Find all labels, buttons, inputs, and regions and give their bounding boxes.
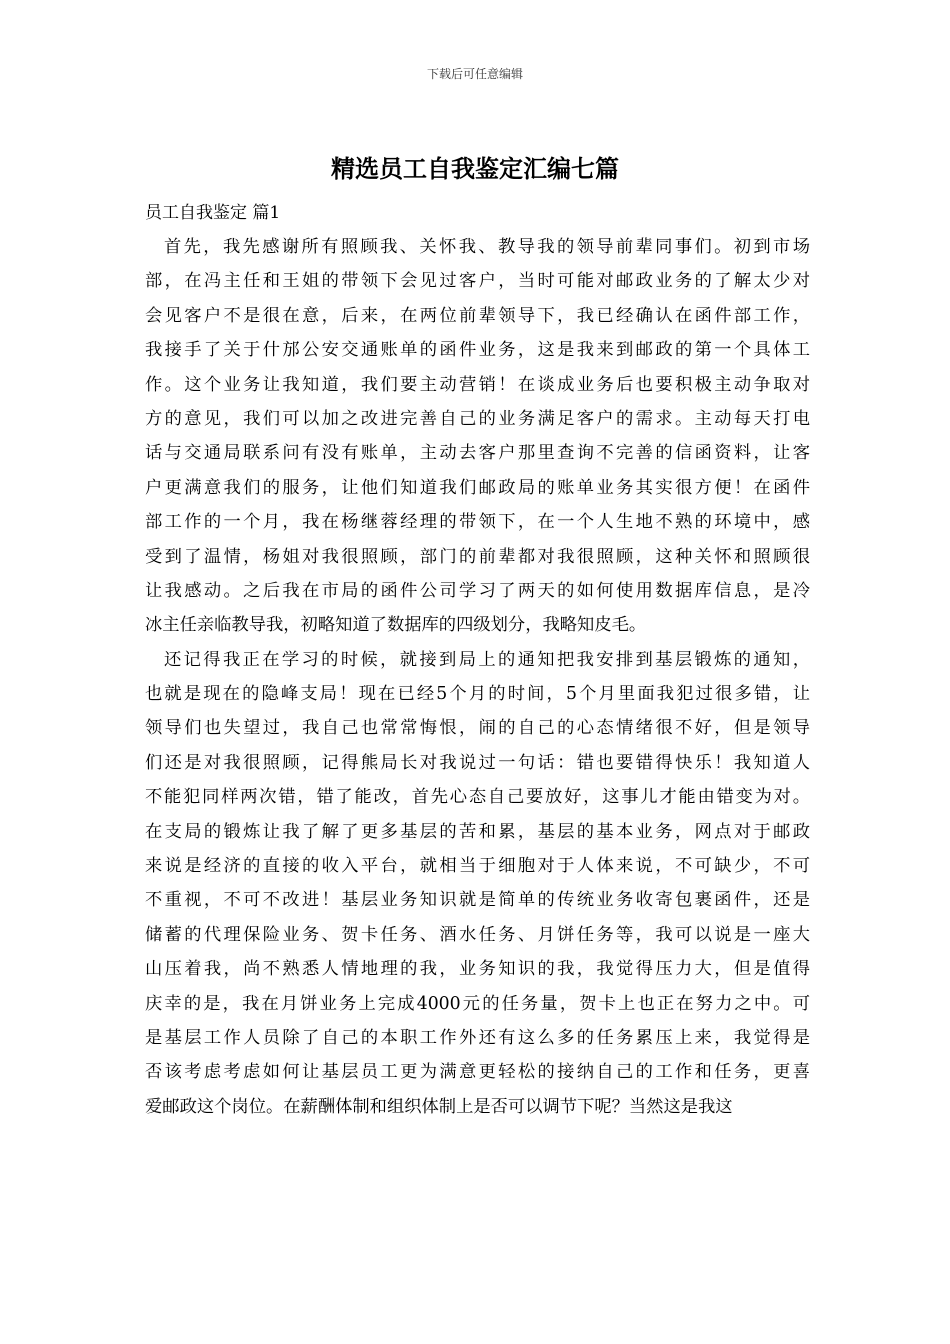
document-body [145, 196, 810, 1124]
body-paragraph [145, 230, 810, 643]
paragraph-line: 们还是对我很照顾，记得熊局长对我说过一句话：错也要错得快乐！我知道人 [145, 752, 810, 773]
paragraph-line: 否该考虑考虑如何让基层员工更为满意更轻松的接纳自己的工作和任务，更喜 [145, 1062, 810, 1083]
paragraph-line: 部工作的一个月，我在杨继蓉经理的带领下，在一个人生地不熟的环境中，感 [145, 512, 810, 533]
paragraph-line: 户更满意我们的服务，让他们知道我们邮政局的账单业务其实很方便！在函件 [145, 477, 810, 498]
paragraph-line: 不能犯同样两次错，错了能改，首先心态自己要放好，这事儿才能由错变为对。 [145, 787, 810, 808]
paragraph-line: 还记得我正在学习的时候，就接到局上的通知把我安排到基层锻炼的通知， [164, 649, 810, 670]
paragraph-line: 我接手了关于什邡公安交通账单的函件业务，这是我来到邮政的第一个具体工 [145, 340, 810, 361]
paragraph-line: 会见客户不是很在意，后来，在两位前辈领导下，我已经确认在函件部工作， [145, 305, 810, 326]
paragraph-line: 爱邮政这个岗位。在薪酬体制和组织体制上是否可以调节下呢？当然这是我这 [145, 1096, 733, 1117]
paragraph-line: 部，在冯主任和王姐的带领下会见过客户，当时可能对邮政业务的了解太少对 [145, 271, 810, 292]
paragraph-line: 来说是经济的直接的收入平台，就相当于细胞对于人体来说，不可缺少，不可 [145, 856, 810, 877]
paragraph-line: 庆幸的是，我在月饼业务上完成4000元的任务量，贺卡上也正在努力之中。可 [145, 993, 810, 1014]
paragraph-line: 在支局的锻炼让我了解了更多基层的苦和累，基层的基本业务，网点对于邮政 [145, 821, 810, 842]
paragraph-line: 领导们也失望过，我自己也常常悔恨，闹的自己的心态情绪很不好，但是领导 [145, 718, 810, 739]
paragraph-line: 首先，我先感谢所有照顾我、关怀我、教导我的领导前辈同事们。初到市场 [164, 237, 810, 257]
page-header-note: 下载后可任意编辑 [426, 67, 523, 81]
paragraph-list [145, 230, 810, 1124]
paragraph-line: 山压着我，尚不熟悉人情地理的我，业务知识的我，我觉得压力大，但是值得 [145, 959, 810, 980]
paragraph-line: 是基层工作人员除了自己的本职工作外还有这么多的任务累压上来，我觉得是 [145, 1027, 810, 1048]
paragraph-line: 不重视，不可不改进！基层业务知识就是简单的传统业务收寄包裹函件，还是 [145, 890, 810, 911]
paragraph-line: 话与交通局联系问有没有账单，主动去客户那里查询不完善的信函资料，让客 [145, 443, 810, 464]
paragraph-line: 方的意见，我们可以加之改进完善自己的业务满足客户的需求。主动每天打电 [145, 408, 810, 429]
body-paragraph [145, 643, 810, 1124]
document-title: 精选员工自我鉴定汇编七篇 [331, 154, 619, 183]
paragraph-line: 让我感动。之后我在市局的函件公司学习了两天的如何使用数据库信息，是冷 [145, 580, 810, 601]
paragraph-line: 受到了温情，杨姐对我很照顾，部门的前辈都对我很照顾，这种关怀和照顾很 [145, 546, 810, 567]
paragraph-line: 储蓄的代理保险业务、贺卡任务、酒水任务、月饼任务等，我可以说是一座大 [145, 924, 810, 945]
paragraph-line: 作。这个业务让我知道，我们要主动营销！在谈成业务后也要积极主动争取对 [145, 374, 810, 395]
paragraph-line: 冰主任亲临教导我，初略知道了数据库的四级划分，我略知皮毛。 [145, 615, 647, 636]
section-heading: 员工自我鉴定 篇1 [145, 203, 281, 223]
paragraph-line: 也就是现在的隐峰支局！现在已经5个月的时间，5个月里面我犯过很多错，让 [145, 684, 810, 705]
